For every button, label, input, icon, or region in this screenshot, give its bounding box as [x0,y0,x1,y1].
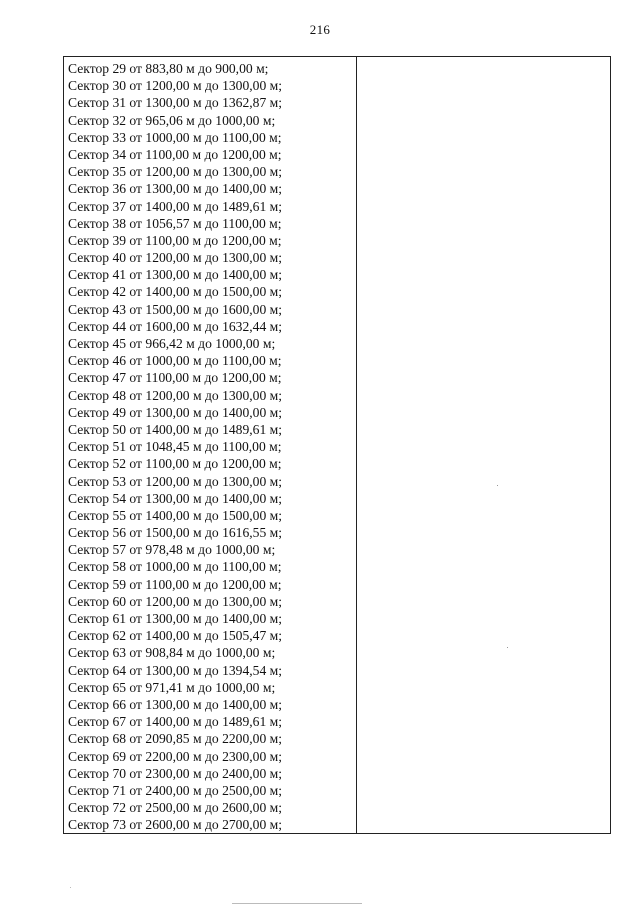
sector-row: Сектор 69 от 2200,00 м до 2300,00 м; [68,748,283,764]
sector-row: Сектор 52 от 1100,00 м до 1200,00 м; [68,456,282,472]
sector-row: Сектор 50 от 1400,00 м до 1489,61 м; [68,421,283,437]
sector-row: Сектор 42 от 1400,00 м до 1500,00 м; [68,284,283,300]
sector-row: Сектор 44 от 1600,00 м до 1632,44 м; [68,318,283,334]
sector-row: Сектор 51 от 1048,45 м до 1100,00 м; [68,439,282,455]
sector-row: Сектор 31 от 1300,00 м до 1362,87 м; [68,95,283,111]
sector-row: Сектор 72 от 2500,00 м до 2600,00 м; [68,800,283,816]
empty-right-column [357,57,610,833]
sector-row: Сектор 37 от 1400,00 м до 1489,61 м; [68,198,283,214]
sector-list-column [64,57,357,833]
sector-row: Сектор 55 от 1400,00 м до 1500,00 м; [68,507,283,523]
sector-row: Сектор 41 от 1300,00 м до 1400,00 м; [68,267,283,283]
sector-row: Сектор 67 от 1400,00 м до 1489,61 м; [68,714,283,730]
sector-row: Сектор 46 от 1000,00 м до 1100,00 м; [68,353,282,369]
scan-edge-line [232,903,362,904]
scan-speck [70,887,71,888]
sector-row: Сектор 61 от 1300,00 м до 1400,00 м; [68,611,283,626]
sector-row: Сектор 66 от 1300,00 м до 1400,00 м; [68,696,283,712]
sector-row: Сектор 73 от 2600,00 м до 2700,00 м; [68,817,283,833]
sector-row: Сектор 68 от 2090,85 м до 2200,00 м; [68,731,283,747]
sector-row: Сектор 71 от 2400,00 м до 2500,00 м; [68,782,283,798]
sector-row: Сектор 43 от 1500,00 м до 1600,00 м; [68,301,283,317]
sector-row: Сектор 30 от 1200,00 м до 1300,00 м; [68,78,283,94]
sector-row: Сектор 34 от 1100,00 м до 1200,00 м; [68,146,282,162]
sector-row: Сектор 63 от 908,84 м до 1000,00 м; [68,645,276,661]
sector-row: Сектор 47 от 1100,00 м до 1200,00 м; [68,370,282,386]
sector-row: Сектор 36 от 1300,00 м до 1400,00 м; [68,181,283,197]
sector-row: Сектор 33 от 1000,00 м до 1100,00 м; [68,129,282,145]
sector-table [63,56,611,834]
sector-row: Сектор 54 от 1300,00 м до 1400,00 м; [68,490,283,506]
sector-row: Сектор 62 от 1400,00 м до 1505,47 м; [68,628,283,644]
sector-row: Сектор 38 от 1056,57 м до 1100,00 м; [68,215,282,231]
sector-row: Сектор 53 от 1200,00 м до 1300,00 м; [68,473,283,489]
sector-row: Сектор 39 от 1100,00 м до 1200,00 м; [68,232,282,248]
sector-row: Сектор 48 от 1200,00 м до 1300,00 м; [68,387,283,403]
sector-row: Сектор 32 от 965,06 м до 1000,00 м; [68,112,276,128]
sector-row: Сектор 40 от 1200,00 м до 1300,00 м; [68,250,283,266]
scan-speck [507,647,508,648]
sector-row: Сектор 59 от 1100,00 м до 1200,00 м; [68,576,282,592]
sector-row: Сектор 45 от 966,42 м до 1000,00 м; [68,336,276,351]
sector-row: Сектор 70 от 2300,00 м до 2400,00 м; [68,765,283,781]
sector-row: Сектор 58 от 1000,00 м до 1100,00 м; [68,559,282,575]
sector-row: Сектор 49 от 1300,00 м до 1400,00 м; [68,404,283,420]
sector-row: Сектор 35 от 1200,00 м до 1300,00 м; [68,164,283,180]
scan-speck [497,485,498,486]
sector-row: Сектор 57 от 978,48 м до 1000,00 м; [68,542,276,558]
page-number: 216 [309,22,331,37]
sector-row: Сектор 60 от 1200,00 м до 1300,00 м; [68,593,283,609]
sector-row: Сектор 65 от 971,41 м до 1000,00 м; [68,679,276,695]
sector-row: Сектор 64 от 1300,00 м до 1394,54 м; [68,662,283,678]
sector-row: Сектор 29 от 883,80 м до 900,00 м; [68,61,269,76]
sector-row: Сектор 56 от 1500,00 м до 1616,55 м; [68,525,283,541]
